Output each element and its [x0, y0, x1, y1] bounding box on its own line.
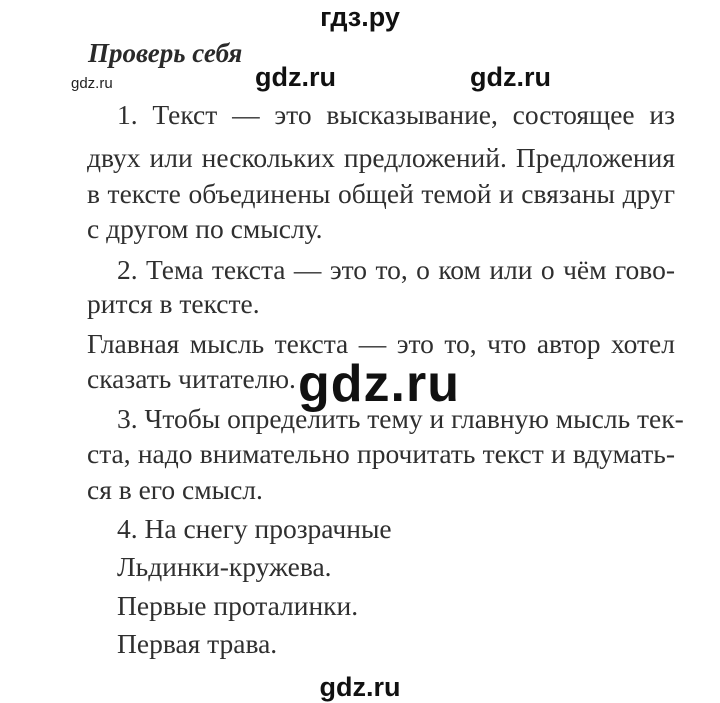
watermark-bottom: gdz.ru — [319, 672, 401, 702]
text-line-11: ся в его смысл. — [87, 474, 263, 505]
watermark-mid-left: gdz.ru — [255, 62, 336, 92]
text-line-13: Льдинки-кружева. — [117, 551, 332, 582]
text-line-2: двух или нескольких предложений. Предложения — [87, 142, 675, 173]
watermark-small: gdz.ru — [71, 75, 113, 92]
text-line-15: Первая трава. — [117, 628, 278, 659]
watermark-top: гдз.ру — [320, 2, 400, 32]
watermark-mid-right: gdz.ru — [470, 62, 551, 92]
text-line-1: 1. Текст — это высказывание, состоящее из — [117, 99, 675, 130]
text-line-5: 2. Тема текста — это то, о ком или о чём гово- — [117, 254, 675, 285]
text-line-14: Первые проталинки. — [117, 590, 359, 621]
text-line-7: Главная мысль текста — это то, что автор хотел — [87, 328, 675, 359]
watermark-center: gdz.ru — [298, 355, 460, 413]
text-line-9: 3. Чтобы определить тему и главную мысль тек- — [117, 403, 684, 434]
section-heading: Проверь себя — [88, 38, 243, 68]
text-line-12: 4. На снегу прозрачные — [117, 513, 392, 544]
text-line-3: в тексте объединены общей темой и связаны друг — [87, 178, 675, 209]
text-line-4: с другом по смыслу. — [87, 213, 323, 244]
text-line-6: рится в тексте. — [87, 288, 260, 319]
text-line-8: сказать читателю. — [87, 363, 296, 394]
text-line-10: ста, надо внимательно прочитать текст и вдумать- — [87, 438, 675, 469]
